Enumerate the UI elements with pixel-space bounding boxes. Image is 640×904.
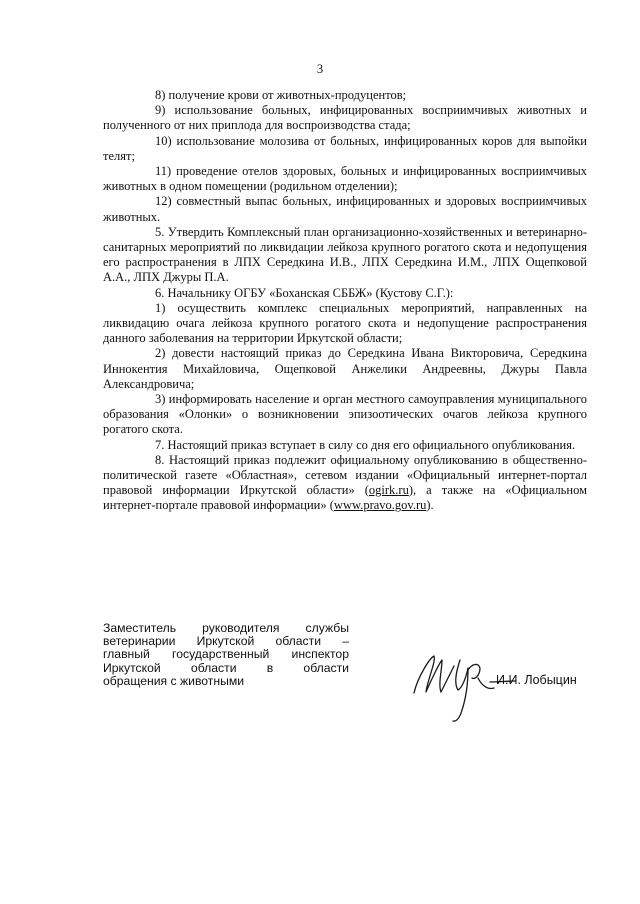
signer-title-line: ветеринарии Иркутской области – — [103, 634, 349, 649]
paragraph-point-5: 5. Утвердить Комплексный план организационно-хозяйственных и ветеринарно-санитарных мероприятий по ликвидации лейкоза крупного рогатого скота и недопущения его распространения в ЛПХ Середкина И.В., ЛПХ Середкина И.М., ЛПХ Ощепковой А.А., ЛПХ Джуры П.А. — [103, 224, 587, 285]
paragraph-point-7: 7. Настоящий приказ вступает в силу со дня его официального опубликования. — [155, 437, 576, 452]
paragraph-point-8 — [103, 453, 587, 514]
paragraph-item-9: 9) использование больных, инфицированных восприимчивых животных и полученного от них приплода для воспроизводства стада; — [103, 103, 587, 133]
paragraph-point-6-1: 1) осуществить комплекс специальных мероприятий, направленных на ликвидацию очага лейкоза крупного рогатого скота и недопущение распространения данного заболевания на территории Иркутской области; — [103, 300, 587, 346]
paragraph-item-12: 12) совместный выпас больных, инфицированных и здоровых восприимчивых животных. — [103, 194, 587, 224]
paragraph-point-6-3: 3) информировать население и орган местного самоуправления муниципального образования «Олонки» о возникновении эпизоотических очагов лейкоза крупного рогатого скота. — [103, 392, 587, 437]
page-number: 3 — [316, 62, 324, 76]
signer-title-line: Заместитель руководителя службы — [103, 621, 349, 635]
paragraph-point-8-text-c: ). — [426, 498, 434, 513]
paragraph-point-6-2: 2) довести настоящий приказ до Середкина Ивана Викторовича, Середкина Иннокентия Михайловича, Ощепковой Анжелики Андреевны, Джуры Павла Александровича; — [103, 346, 587, 391]
paragraph-item-11: 11) проведение отелов здоровых, больных и инфицированных восприимчивых животных в одном помещении (родильном отделении); — [103, 164, 587, 194]
signer-title-line: обращения с животными — [103, 673, 245, 688]
signer-name: И.И. Лобыцин — [496, 673, 577, 687]
pravo-gov-link[interactable]: www.pravo.gov.ru — [333, 498, 427, 513]
paragraph-point-6: 6. Начальнику ОГБУ «Боханская СББЖ» (Кустову С.Г.): — [155, 285, 454, 300]
handwritten-signature — [408, 648, 518, 728]
signer-title-line: Иркутской области в области — [103, 660, 349, 675]
paragraph-point-8-text-a: 8. Настоящий приказ подлежит официальному опубликованию в общественно-политической газете «Областная», сетевом издании «Официальный интернет-портал правовой информации Иркутской области» ( — [103, 452, 587, 498]
signer-title — [103, 622, 349, 688]
order-body-text — [103, 88, 587, 514]
signer-title-line: главный государственный инспектор — [103, 647, 349, 662]
paragraph-point-8-text-b: ), а также на «Официальном интернет-портале правовой информации» ( — [103, 483, 587, 513]
paragraph-item-10: 10) использование молозива от больных, инфицированных коров для выпойки телят; — [103, 133, 587, 163]
paragraph-item-8: 8) получение крови от животных-продуцентов; — [155, 88, 407, 102]
ogirk-link[interactable]: ogirk.ru — [368, 483, 409, 498]
